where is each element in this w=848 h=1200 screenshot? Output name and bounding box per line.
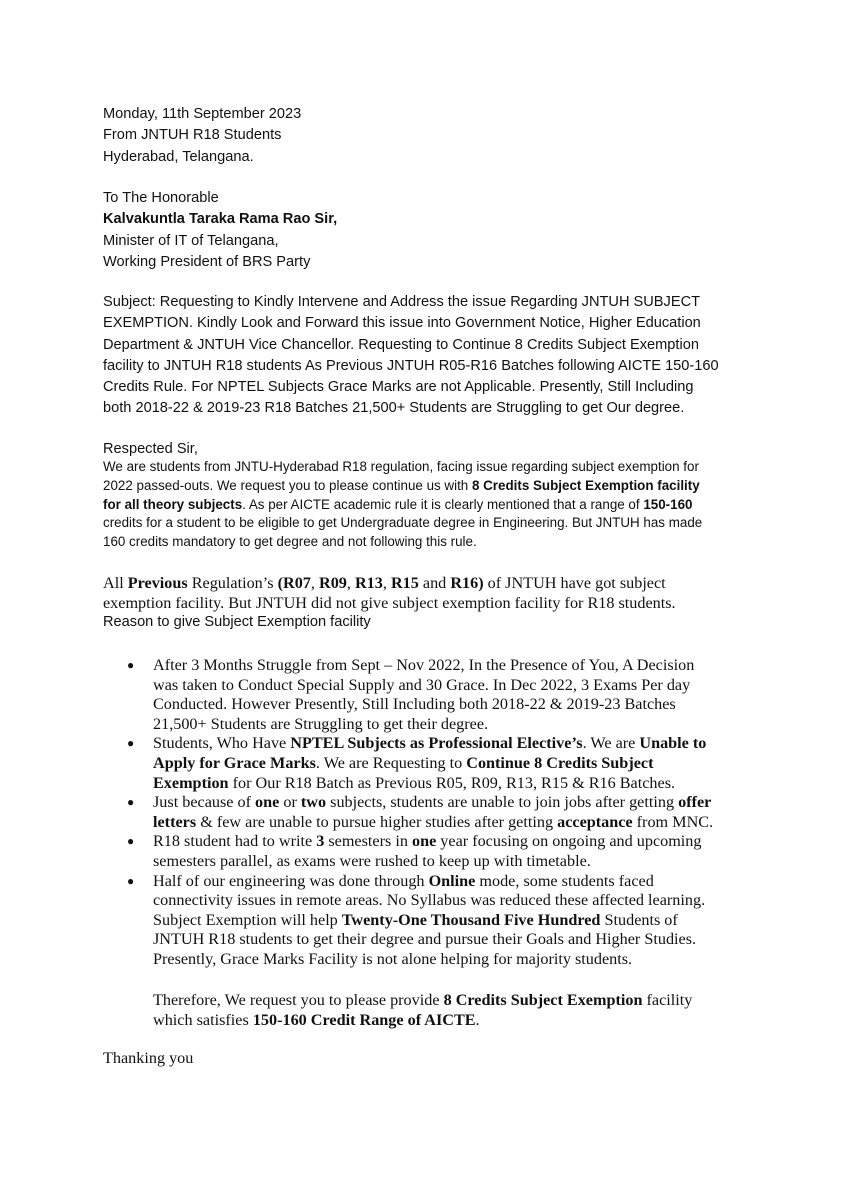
body-line: for all theory subjects. As per AICTE academic rule it is clearly mentioned that a range of 150-160 [103, 496, 693, 512]
list-item: ● Students, Who Have NPTEL Subjects as Professional Elective’s. We are Unable to Apply for Grace Marks. We are Requesting to Continue 8 Credits Subject Exemption for Our R18 Batch as Previous R05, R09, R13, R15 & R16 Batches. [127, 734, 707, 792]
bullet-icon: ● [127, 834, 135, 849]
body-line: credits for a student to be eligible to get Undergraduate degree in Engineering. But JNTUH has made [103, 515, 703, 531]
subject-line: both 2018-22 & 2019-23 R18 Batches 21,500+ Students are Struggling to get Our degree. [103, 400, 685, 417]
subject-line: facility to JNTUH R18 students As Previous JNTUH R05-R16 Batches following AICTE 150-160 [103, 357, 719, 374]
request-paragraph [103, 458, 743, 552]
subject-line: Subject: Requesting to Kindly Intervene and Address the issue Regarding JNTUH SUBJECT [103, 294, 701, 310]
letter-header [103, 104, 301, 168]
date-line: Monday, 11th September 2023 [103, 106, 302, 122]
reasons-list [103, 656, 743, 970]
recipient-party: Working President of BRS Party [103, 253, 311, 270]
subject-line: EXEMPTION. Kindly Look and Forward this issue into Government Notice, Higher Education [103, 315, 701, 332]
closing-line: Thanking you [103, 1049, 194, 1067]
recipient-block [103, 188, 337, 273]
from-line: From JNTUH R18 Students [103, 127, 282, 144]
subject-paragraph [103, 292, 743, 420]
recipient-name: Kalvakuntla Taraka Rama Rao Sir, [103, 211, 338, 228]
list-item: ● Just because of one or two subjects, students are unable to join jobs after getting offer letters & few are unable to pursue higher studies after getting acceptance from MNC. [127, 793, 714, 831]
body-line: which satisfies 150-160 Credit Range of AICTE. [153, 1011, 480, 1029]
body-line: Therefore, We request you to please provide 8 Credits Subject Exemption facility [153, 991, 693, 1009]
subject-line: Department & JNTUH Vice Chancellor. Requesting to Continue 8 Credits Subject Exemption [103, 336, 699, 353]
reason-heading: Reason to give Subject Exemption facility [103, 614, 371, 630]
salutation: Respected Sir, [103, 441, 198, 457]
body-line: 2022 passed-outs. We request you to please continue us with 8 Credits Subject Exemption facility [103, 477, 700, 493]
subject-line: Credits Rule. For NPTEL Subjects Grace Marks are not Applicable. Presently, Still Including [103, 379, 694, 396]
body-line: 160 credits mandatory to get degree and not following this rule. [103, 534, 477, 550]
body-line: All Previous Regulation’s (R07, R09, R13, R15 and R16) of JNTUH have got subject [103, 574, 666, 592]
list-item: ● After 3 Months Struggle from Sept – Nov 2022, In the Presence of You, A Decision was taken to Conduct Special Supply and 30 Grace. In Dec 2022, 3 Exams Per day Conducted. However Presently, Still Including both 2018-22 & 2019-23 Batches 21,500+ Students are Struggling to get their degree. [127, 656, 695, 733]
conclusion-paragraph [153, 990, 743, 1030]
body-line: exemption facility. But JNTUH did not give subject exemption facility for R18 students. [103, 593, 676, 612]
list-item: ● R18 student had to write 3 semesters in one year focusing on ongoing and upcoming semesters parallel, as exams were rushed to keep up with timetable. [127, 832, 702, 870]
list-item: ● Half of our engineering was done through Online mode, some students faced connectivity issues in remote areas. No Syllabus was reduced these affected learning. Subject Exemption will help Twenty-One Thousand Five Hundred Students of JNTUH R18 students to get their degree and pursue their Goals and Higher Studies. Presently, Grace Marks Facility is not alone helping for majority students. [127, 871, 706, 968]
recipient-title: Minister of IT of Telangana, [103, 232, 279, 249]
bullet-icon: ● [127, 873, 135, 888]
recipient-greeting: To The Honorable [103, 190, 219, 206]
place-line: Hyderabad, Telangana. [103, 148, 254, 165]
bullet-icon: ● [127, 736, 135, 751]
bullet-icon: ● [127, 795, 135, 810]
previous-regulations-paragraph [103, 574, 763, 613]
body-line: We are students from JNTU-Hyderabad R18 regulation, facing issue regarding subject exemption for [103, 459, 699, 474]
bullet-icon: ● [127, 658, 135, 672]
